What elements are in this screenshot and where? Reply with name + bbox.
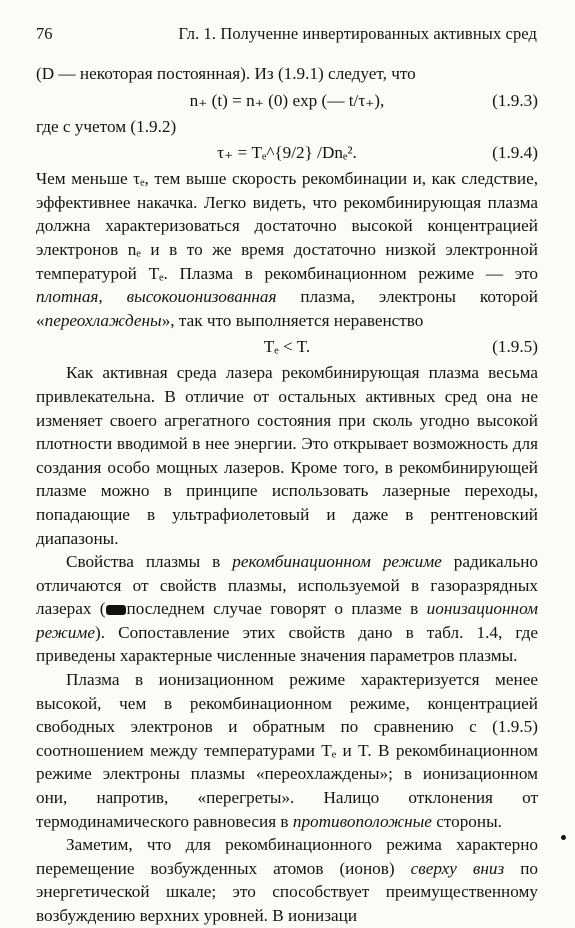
text-run: (D — некоторая постоянная). Из (1.9.1) следует, что: [36, 64, 416, 83]
running-title: Гл. 1. Полученне инвертированных активных сред: [178, 24, 537, 43]
text-run: Плазма в ионизационном режиме характеризуется менее высокой, чем в рекомбинационном режиме, концентрацией свободных электронов и обратным по сравнению с (1.9.5) соотношением между температурами Tₑ и T. В рекомбинационном режиме электроны плазмы «переохлаждены»; в ионизационном они, напротив, «перегреты». Налицо отклонения от термодинамического равновесия в: [36, 670, 538, 831]
emphasis: противоположные: [292, 811, 432, 831]
page-header: [36, 24, 537, 46]
equation-number: (1.9.3): [492, 90, 538, 110]
text-run: », так что выполняется неравенство: [161, 310, 424, 330]
equation-number: (1.9.5): [492, 337, 538, 357]
emphasis: ионизационном режиме: [36, 599, 538, 642]
emphasis: плотная, высокоионизованная: [36, 287, 277, 307]
text-run: по энергетической шкале; это способствует преимущественному возбуждению верхних уровней. В ионизаци: [36, 858, 539, 925]
paragraph-where: [36, 115, 538, 139]
text-run: последнем случае говорят о плазме в: [126, 599, 427, 619]
page-number: 76: [36, 24, 53, 43]
emphasis: сверху вниз: [410, 858, 505, 878]
text-run: плазма, электроны которой «: [36, 287, 538, 330]
paragraph-properties: [36, 550, 538, 668]
equation-1-9-4: [36, 138, 538, 167]
paragraph-recombination-rate: [36, 167, 538, 332]
text-run: радикально отличаются от свойств плазмы, используемой в газоразрядных лазерах (: [36, 552, 538, 619]
text-run: где с учетом (1.9.2): [36, 116, 177, 136]
paragraph-note: [36, 833, 538, 927]
emphasis: рекомбинационном режиме: [232, 552, 442, 572]
paragraph-intro: [36, 62, 538, 86]
text-run: Чем меньше τₑ, тем выше скорость рекомбинации и, как следствие, эффективнее накачка. Легко видеть, что рекомбинирующая плазма должна характеризоваться достаточно высокой концентрацией электронов nₑ и в то же время достаточно низкой электронной температурой Tₑ. Плазма в рекомбинационном режиме — это: [36, 169, 538, 283]
paragraph-active-medium: [36, 361, 538, 550]
equation-1-9-3: [36, 86, 538, 115]
equation-formula: n₊ (t) = n₊ (0) exp (— t/τ₊),: [189, 90, 385, 110]
emphasis: переохлаждены: [44, 310, 162, 330]
text-run: ). Сопоставление этих свойств дано в табл. 1.4, где приведены характерные численные значения параметров плазмы.: [36, 622, 538, 666]
text-run: Свойства плазмы в: [66, 552, 233, 572]
text-run: стороны.: [431, 811, 502, 831]
equation-1-9-5: [36, 332, 538, 361]
paragraph-ionization: [36, 668, 538, 833]
equation-number: (1.9.4): [492, 143, 538, 163]
text-run: Как активная среда лазера рекомбинирующая плазма весьма привлекательна. В отличие от остальных активных сред она не изменяет своего агрегатного состояния при сколь угодно высокой плотности вводимой в нее энергии. Это открывает возможность для создания особо мощных лазеров. Кроме того, в рекомбинирующей плазме можно в принципе использовать лазерные переходы, попадающие в ультрафиолетовый и даже в рентгеновский диапазоны.: [36, 363, 538, 548]
equation-formula: τ₊ = Tₑ^{9/2} /Dnₑ².: [217, 143, 357, 163]
text-run: Заметим, что для рекомбинационного режима характерно перемещение возбужденных атомов (ионов): [36, 835, 538, 878]
page-body: [36, 62, 538, 928]
equation-formula: Tₑ < T.: [263, 337, 311, 357]
ink-blot: [106, 605, 126, 615]
margin-dot: [561, 835, 566, 840]
